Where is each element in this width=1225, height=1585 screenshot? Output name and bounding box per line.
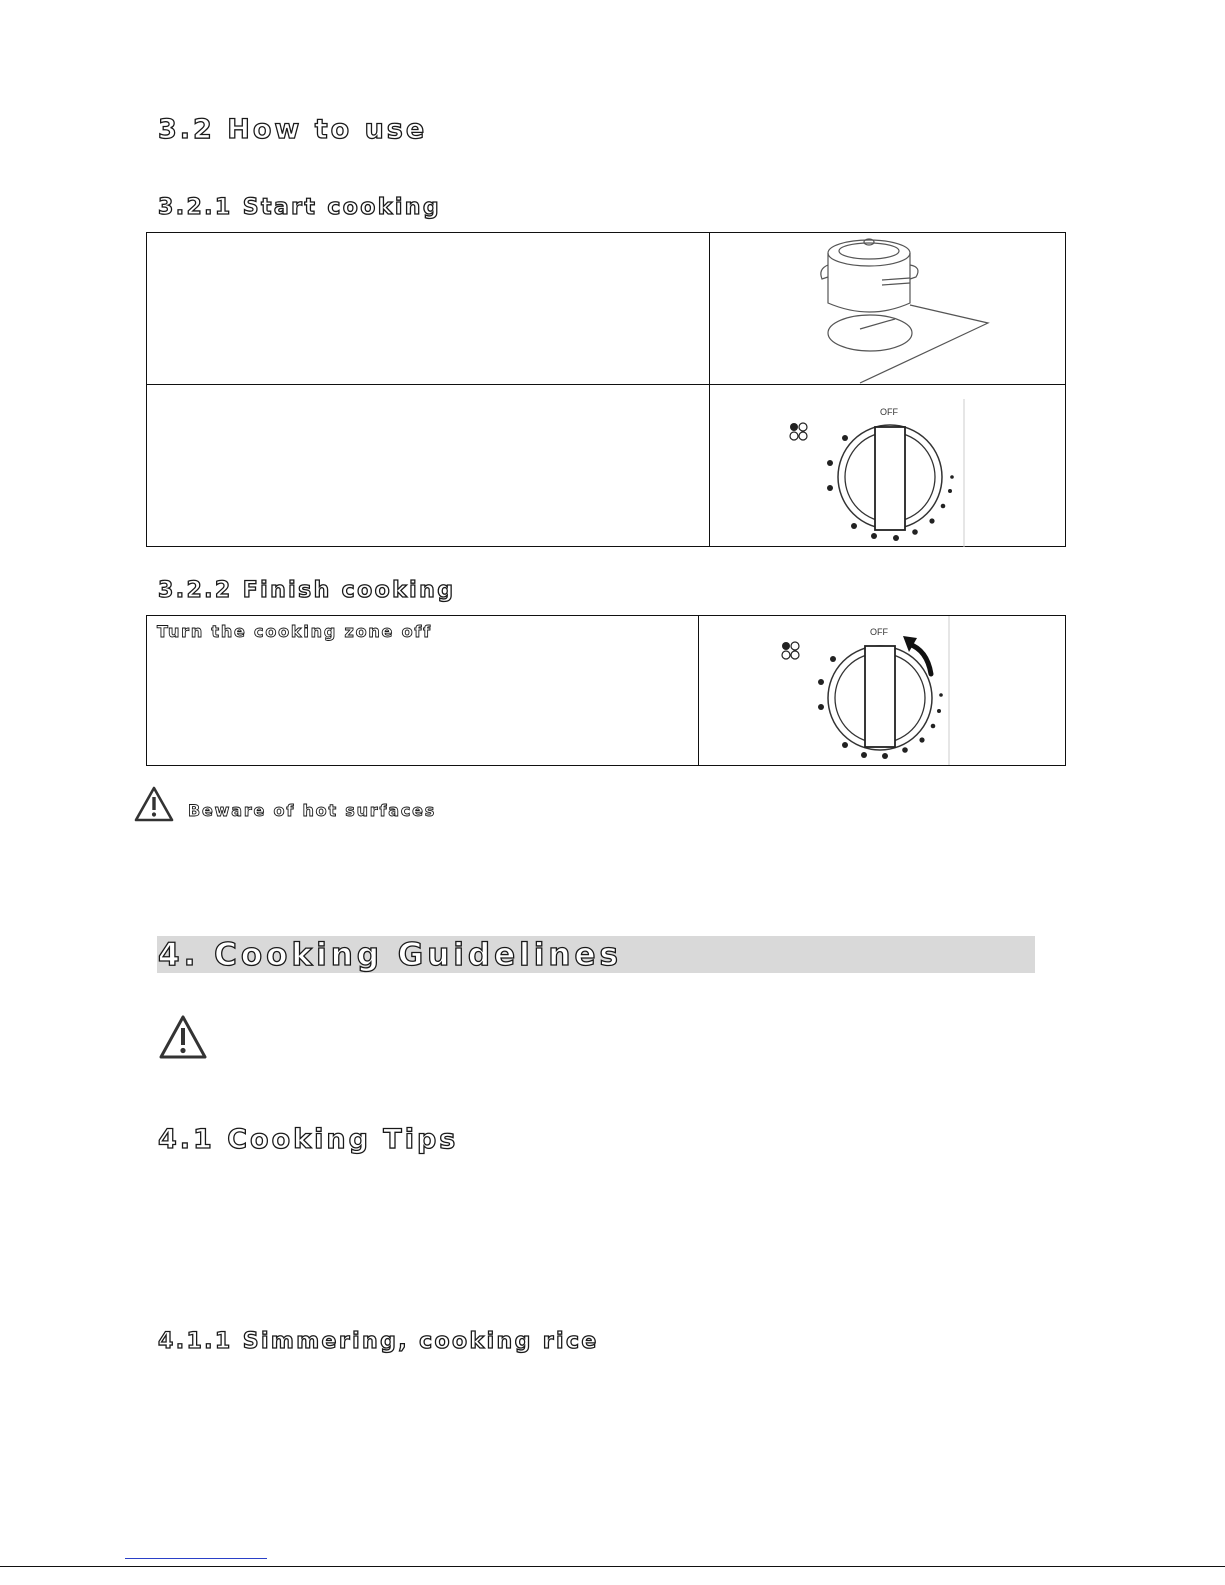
burner-zones-icon bbox=[790, 423, 807, 440]
finish-cooking-table bbox=[146, 615, 1066, 766]
section-title-3-2-2: 3.2.2 Finish cooking bbox=[158, 578, 456, 603]
finish-cooking-instruction: Turn the cooking zone off bbox=[157, 622, 432, 641]
knob-off-label: OFF bbox=[870, 627, 888, 637]
control-knob-off-illustration bbox=[699, 616, 1065, 765]
warning-triangle-icon bbox=[133, 785, 175, 823]
knob-off-label: OFF bbox=[880, 407, 898, 417]
section-title-3-2: 3.2 How to use bbox=[158, 114, 428, 145]
warning-triangle-icon bbox=[157, 1013, 209, 1061]
start-cooking-table bbox=[146, 232, 1066, 547]
section-title-4-1-1: 4.1.1 Simmering, cooking rice bbox=[158, 1329, 599, 1354]
section-title-4-1: 4.1 Cooking Tips bbox=[158, 1124, 459, 1155]
footer-rule bbox=[0, 1566, 1225, 1567]
pot-on-hob-illustration bbox=[710, 233, 1065, 384]
section-title-3-2-1: 3.2.1 Start cooking bbox=[158, 195, 441, 220]
rotate-arrow-icon bbox=[903, 636, 931, 674]
chapter-title-4: 4. Cooking Guidelines bbox=[158, 937, 622, 973]
footer-link-underline[interactable] bbox=[125, 1558, 267, 1559]
control-knob-illustration bbox=[710, 385, 1065, 547]
burner-zones-icon bbox=[782, 642, 799, 659]
hot-surface-warning-text: Beware of hot surfaces bbox=[188, 801, 437, 820]
